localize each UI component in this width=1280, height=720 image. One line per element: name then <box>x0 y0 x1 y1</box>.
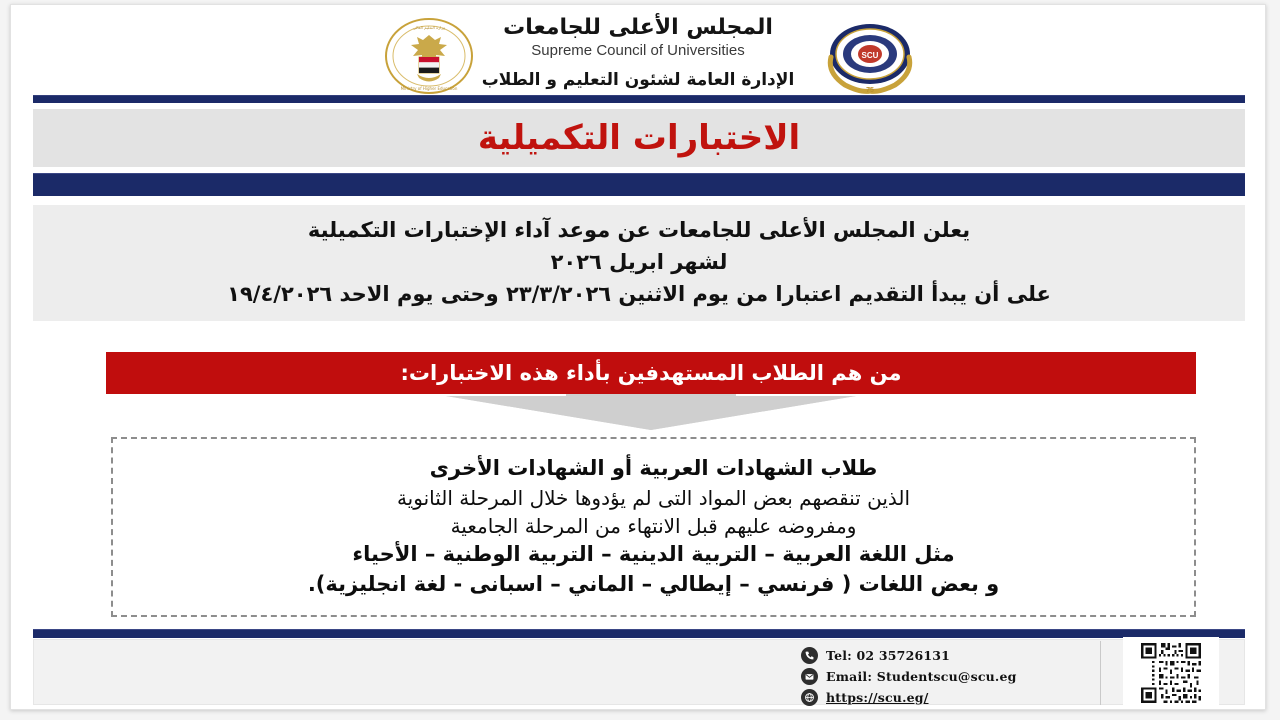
navy-separator-bar <box>33 173 1245 196</box>
details-line-4: مثل اللغة العربية – التربية الدينية – التربية الوطنية – الأحياء <box>352 542 955 567</box>
supreme-council-of-universities-emblem-logo <box>811 21 929 95</box>
header-titles <box>11 15 1265 90</box>
details-line-3: ومفروضه عليهم قبل الانتهاء من المرحلة الجامعية <box>450 514 857 539</box>
contact-row-phone <box>801 645 1100 665</box>
organization-name-arabic: المجلس الأعلى للجامعات <box>503 15 773 40</box>
footer-divider-rule <box>33 629 1245 638</box>
announcement-line-2: لشهر ابريل ٢٠٢٦ <box>550 250 728 275</box>
organization-name-english: Supreme Council of Universities <box>531 42 745 60</box>
details-line-2: الذين تنقصهم بعض المواد التى لم يؤدوها خلال المرحلة الثانوية <box>396 485 911 510</box>
document-sheet <box>10 4 1266 710</box>
email-address-text: Email: Studentscu@scu.eg <box>826 668 1017 684</box>
target-students-banner-label: من هم الطلاب المستهدفين بأداء هذه الاختبارات: <box>400 361 902 385</box>
announcement-line-3: على أن يبدأ التقديم اعتبارا من يوم الاثنين ٢٣/٣/٢٠٢٦ وحتى يوم الاحد ١٩/٤/٢٠٢٦ <box>227 281 1051 306</box>
phone-number-text: Tel: 02 35726131 <box>826 647 951 663</box>
department-name-arabic: الإدارة العامة لشئون التعليم و الطلاب <box>481 69 795 90</box>
target-students-banner <box>106 352 1196 394</box>
emblem-years-label: 75 <box>866 87 874 94</box>
svg-text:Ministry of Higher Education: Ministry of Higher Education <box>400 86 458 91</box>
details-line-5: و بعض اللغات ( فرنسي – إيطالي – الماني – اسبانى - لغة انجليزية). <box>307 572 1000 597</box>
announcement-band <box>33 205 1245 321</box>
phone-icon <box>801 647 818 664</box>
announcement-line-1: يعلن المجلس الأعلى للجامعات عن موعد آداء الإختبارات التكميلية <box>307 218 971 243</box>
title-band <box>33 109 1245 167</box>
contact-info-block <box>801 641 1101 705</box>
qr-code[interactable] <box>1123 637 1219 709</box>
contact-row-email <box>801 666 1100 686</box>
svg-text:SCU: SCU <box>861 51 879 60</box>
header-divider-rule <box>33 95 1245 103</box>
svg-text:وزارة التعليم العالي: وزارة التعليم العالي <box>412 25 446 30</box>
globe-icon <box>801 689 818 706</box>
poster-header <box>11 5 1265 94</box>
target-students-details-box <box>111 437 1196 617</box>
down-arrow-icon <box>446 394 856 430</box>
email-icon <box>801 668 818 685</box>
page-title: الاختبارات التكميلية <box>477 118 801 158</box>
details-line-1: طلاب الشهادات العربية أو الشهادات الأخرى <box>429 455 878 480</box>
contact-row-website[interactable] <box>801 687 1100 707</box>
website-url-link[interactable]: https://scu.eg/ <box>826 689 929 705</box>
